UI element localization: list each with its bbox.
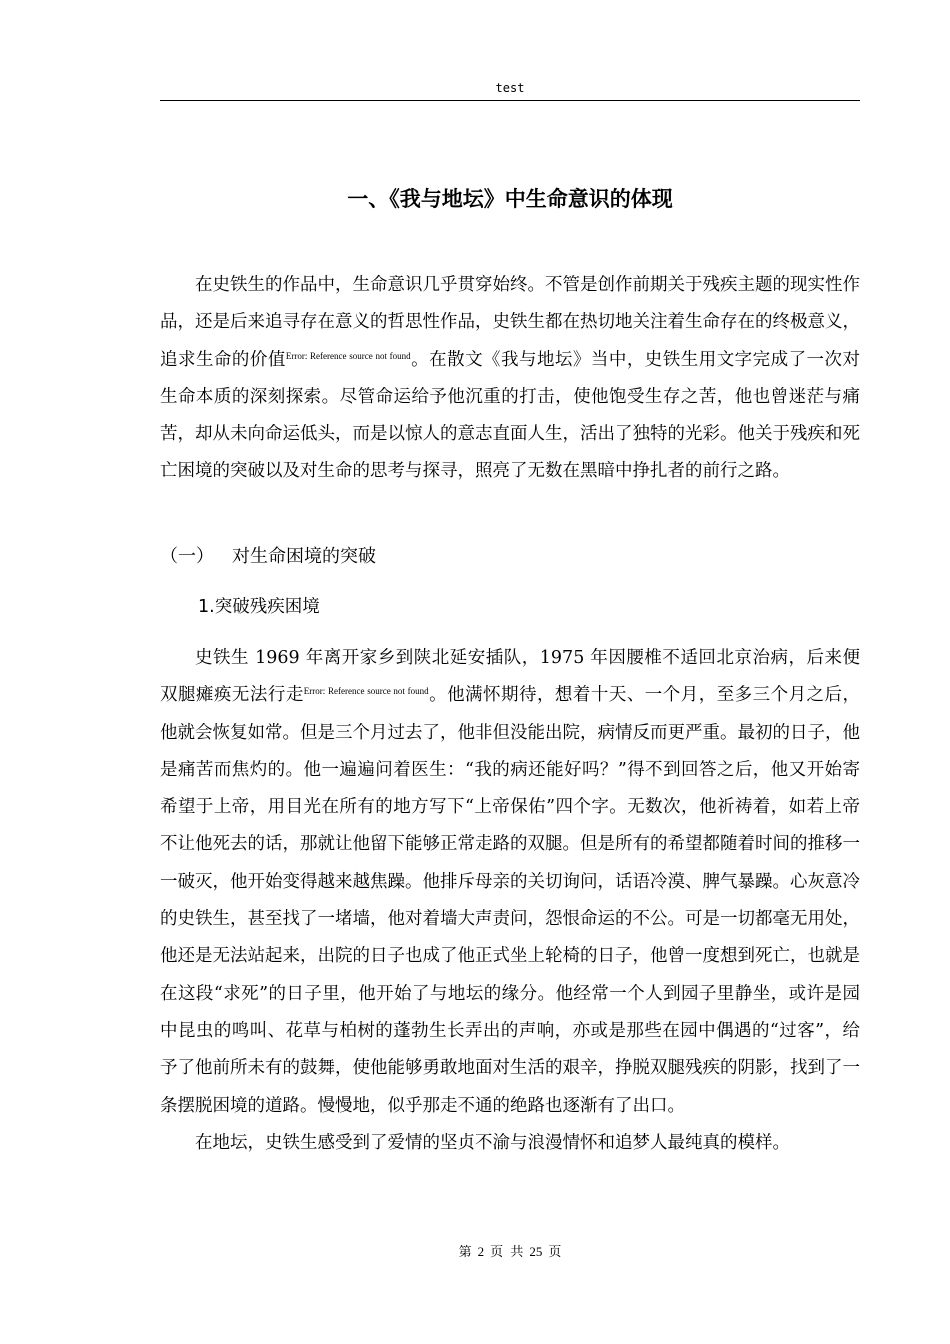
intro-paragraph [160, 267, 860, 491]
intro-text-2: 。在散文《我与地坛》当中，史铁生用文字完成了一次对生命本质的深刻探索。尽管命运给予他沉重的打击，使他饱受生存之苦，他也曾迷茫与痛苦，却从未向命运低头，而是以惊人的意志直面人生，活出了独特的光彩。他关于残疾和死亡困境的突破以及对生命的思考与探寻，照亮了无数在黑暗中挣扎者的前行之路。 [160, 349, 861, 482]
footer-total-pages: 25 [529, 1244, 543, 1259]
body-paragraph-block [160, 640, 860, 1162]
body-text-2: 。他满怀期待，想着十天、一个月，至多三个月之后，他就会恢复如常。但是三个月过去了，他非但没能出院，病情反而更严重。最初的日子，他是痛苦而焦灼的。他一遍遍问着医生：“我的病还能好吗？”得不到回答之后，他又开始寄希望于上帝，用目光在所有的地方写下“上帝保佑”四个字。无数次，他祈祷着，如若上帝不让他死去的话，那就让他留下能够正常走路的双腿。但是所有的希望都随着时间的推移一一破灭，他开始变得越来越焦躁。他排斥母亲的关切询问，话语冷漠、脾气暴躁。心灰意冷的史铁生，甚至找了一堵墙，他对着墙大声责问，怨恨命运的不公。可是一切都毫无用处，他还是无法站起来，出院的日子也成了他正式坐上轮椅的日子，他曾一度想到死亡，也就是在这段“求死”的日子里，他开始了与地坛的缘分。他经常一个人到园子里静坐，或许是园中昆虫的鸣叫、花草与柏树的蓬勃生长弄出的声响，亦或是那些在园中偶遇的“过客”，给予了他前所未有的鼓舞，使他能够勇敢地面对生活的艰辛，挣脱双腿残疾的阴影，找到了一条摆脱困境的道路。慢慢地，似乎那走不通的绝路也逐渐有了出口。 [160, 685, 861, 1116]
page-header: test [495, 81, 525, 95]
reference-error-note: Error: Reference source not found [303, 686, 429, 697]
body-paragraph-last: 在地坛，史铁生感受到了爱情的坚贞不渝与浪漫情怀和追梦人最纯真的模样。 [195, 1132, 790, 1153]
intro-text-1: 在史铁生的作品中，生命意识几乎贯穿始终。不管是创作前期关于残疾主题的现实性作品，还是后来追寻存在意义的哲思性作品，史铁生都在热切地关注着生命存在的终极意义，追求生命的价值 [160, 275, 860, 370]
section-heading [160, 540, 860, 574]
section-number: （一） [160, 546, 214, 567]
header-divider [160, 100, 860, 101]
footer-mid: 页 共 [490, 1244, 524, 1259]
footer-page-number: 2 [477, 1244, 485, 1259]
page-footer [160, 1242, 860, 1262]
body-paragraph [160, 640, 860, 1125]
reference-error-note: Error: Reference source not found [285, 350, 411, 361]
chapter-title: 一、《我与地坛》中生命意识的体现 [347, 187, 673, 211]
footer-suffix: 页 [548, 1244, 562, 1259]
section-title: 对生命困境的突破 [232, 546, 376, 567]
intro-paragraph-block [160, 267, 860, 491]
body-text-1: 史铁生 1969 年离开家乡到陕北延安插队，1975 年因腰椎不适回北京治病，后来便双腿瘫痪无法行走 [160, 648, 860, 706]
subsection-heading: 1.突破残疾困境 [198, 597, 320, 617]
footer-prefix: 第 [458, 1244, 472, 1259]
